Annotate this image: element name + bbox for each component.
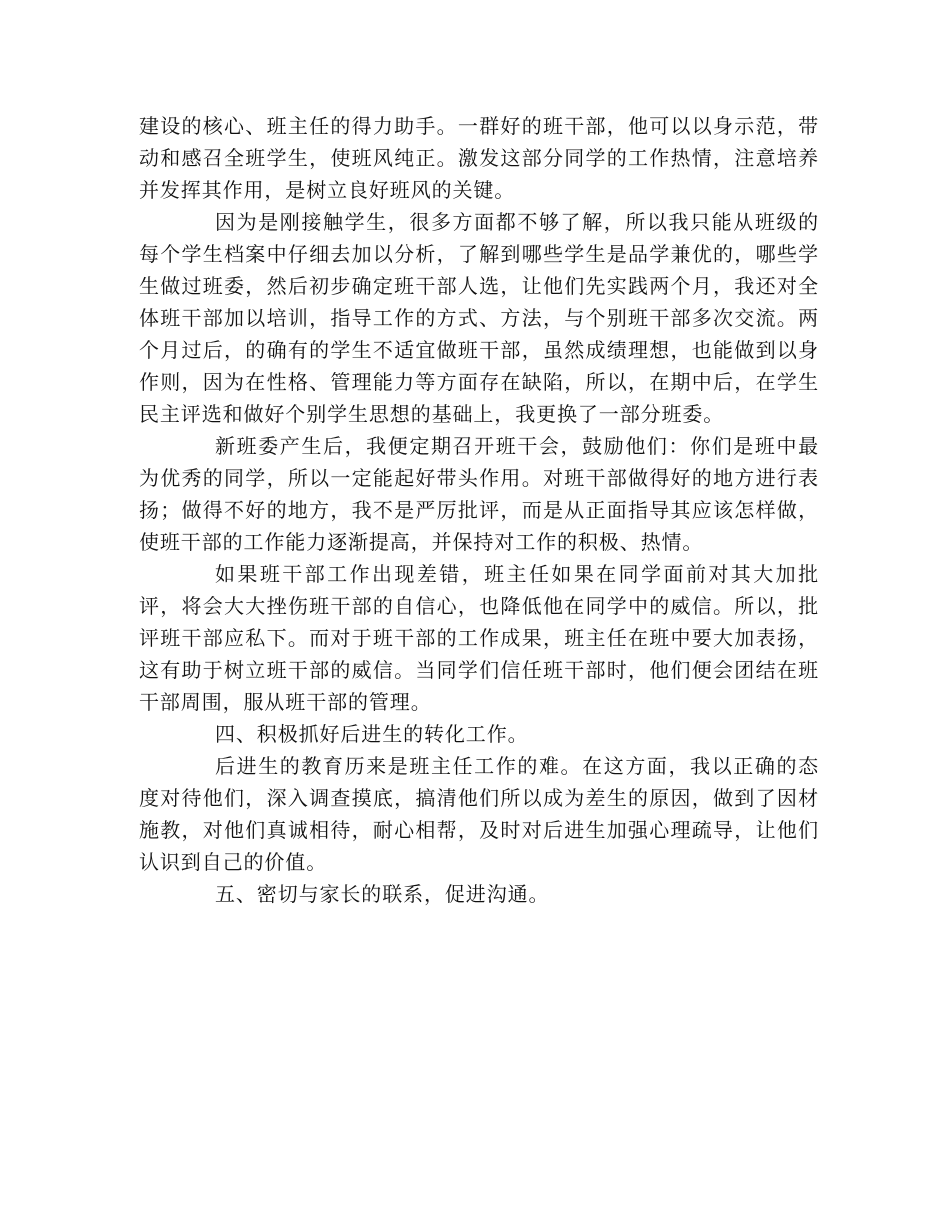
section-heading-4: 四、积极抓好后进生的转化工作。 [215, 722, 529, 746]
paragraph-3: 新班委产生后，我便定期召开班干会，鼓励他们：你们是班中最为优秀的同学，所以一定能起好带头作用。对班干部做得好的地方进行表扬；做得不好的地方，我不是严厉批评，而是从正面指导其应该怎样做，使班干部的工作能力逐渐提高，并保持对工作的积极、热情。 [139, 434, 819, 554]
paragraph-1: 建设的核心、班主任的得力助手。一群好的班干部，他可以以身示范，带动和感召全班学生，使班风纯正。激发这部分同学的工作热情，注意培养并发挥其作用，是树立良好班风的关键。 [139, 114, 819, 202]
paragraph-4: 如果班干部工作出现差错，班主任如果在同学面前对其大加批评，将会大大挫伤班干部的自信心，也降低他在同学中的威信。所以，批评班干部应私下。而对于班干部的工作成果，班主任在班中要大加表扬，这有助于树立班干部的威信。当同学们信任班干部时，他们便会团结在班干部周围，服从班干部的管理。 [139, 562, 819, 714]
section-heading-5: 五、密切与家长的联系，促进沟通。 [215, 882, 550, 906]
document-body [139, 110, 819, 910]
paragraph-2: 因为是刚接触学生，很多方面都不够了解，所以我只能从班级的每个学生档案中仔细去加以分析，了解到哪些学生是品学兼优的，哪些学生做过班委，然后初步确定班干部人选，让他们先实践两个月，我还对全体班干部加以培训，指导工作的方式、方法，与个别班干部多次交流。两个月过后，的确有的学生不适宜做班干部，虽然成绩理想，也能做到以身作则，因为在性格、管理能力等方面存在缺陷，所以，在期中后，在学生民主评选和做好个别学生思想的基础上，我更换了一部分班委。 [139, 210, 819, 426]
paragraph-5: 后进生的教育历来是班主任工作的难。在这方面，我以正确的态度对待他们，深入调查摸底，搞清他们所以成为差生的原因，做到了因材施教，对他们真诚相待，耐心相帮，及时对后进生加强心理疏导，让他们认识到自己的价值。 [139, 754, 819, 874]
